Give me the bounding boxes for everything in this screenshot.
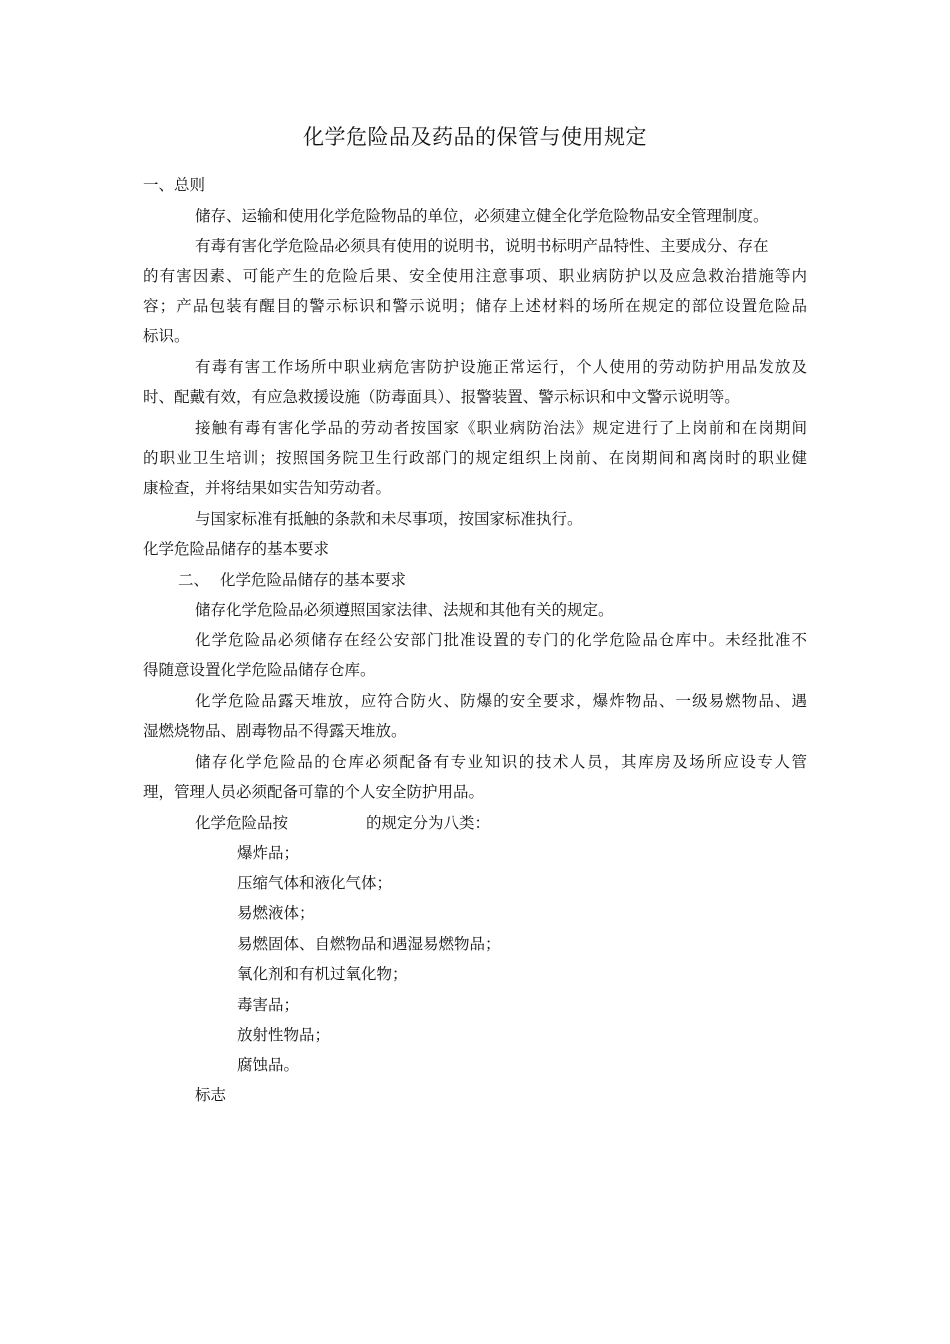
classification-intro-start: 化学危险品按: [195, 814, 289, 832]
paragraph-line: 标识。: [143, 327, 190, 345]
category-item: 腐蚀品。: [237, 1056, 300, 1074]
paragraph-line: 时、配戴有效，有应急救援设施（防毒面具）、报警装置、警示标识和中文警示说明等。: [143, 388, 740, 406]
paragraph-line: 接触有毒有害化学品的劳动者按国家《职业病防治法》规定进行了上岗前和在岗期间: [195, 419, 807, 437]
paragraph-line: 的职业卫生培训；按照国务院卫生行政部门的规定组织上岗前、在岗期间和离岗时的职业健: [143, 449, 807, 467]
paragraph-line: 理，管理人员必须配备可靠的个人安全防护用品。: [143, 783, 485, 801]
paragraph-line: 得随意设置化学危险品储存仓库。: [143, 661, 376, 679]
paragraph-line: 储存化学危险品必须遵照国家法律、法规和其他有关的规定。: [195, 601, 614, 619]
category-item: 氧化剂和有机过氧化物；: [237, 965, 408, 983]
category-item: 放射性物品；: [237, 1026, 331, 1044]
paragraph-line: 与国家标准有抵触的条款和未尽事项，按国家标准执行。: [195, 510, 583, 528]
category-item: 易燃固体、自燃物品和遇湿易燃物品；: [237, 935, 501, 953]
paragraph-line: 的有害因素、可能产生的危险后果、安全使用注意事项、职业病防护以及应急救治措施等内: [143, 267, 807, 285]
subtitle: 化学危险品储存的基本要求: [143, 540, 330, 558]
paragraph-line: 储存、运输和使用化学危险物品的单位，必须建立健全化学危险物品安全管理制度。: [195, 207, 769, 225]
category-item: 爆炸品；: [237, 844, 300, 862]
paragraph-line: 储存化学危险品的仓库必须配备有专业知识的技术人员，其库房及场所应设专人管: [195, 753, 807, 771]
section-heading-general: 一、总则: [143, 176, 206, 194]
paragraph-line: 有毒有害工作场所中职业病危害防护设施正常运行，个人使用的劳动防护用品发放及: [195, 358, 807, 376]
paragraph-line: 标志: [195, 1086, 227, 1104]
paragraph-line: 湿燃烧物品、剧毒物品不得露天堆放。: [143, 722, 407, 740]
category-item: 毒害品；: [237, 996, 300, 1014]
classification-intro-end: 的规定分为八类：: [366, 814, 491, 832]
section-number: 二、: [178, 571, 210, 589]
section-heading-storage: 化学危险品储存的基本要求: [220, 571, 407, 589]
classification-intro: [195, 813, 490, 833]
paragraph-line: 有毒有害化学危险品必须具有使用的说明书，说明书标明产品特性、主要成分、存在: [195, 237, 769, 255]
category-item: 压缩气体和液化气体；: [237, 874, 393, 892]
paragraph-line: 化学危险品必须储存在经公安部门批准设置的专门的化学危险品仓库中。未经批准不: [195, 631, 807, 649]
paragraph-line: 容；产品包装有醒目的警示标识和警示说明；储存上述材料的场所在规定的部位设置危险品: [143, 297, 807, 315]
paragraph-line: 化学危险品露天堆放，应符合防火、防爆的安全要求，爆炸物品、一级易燃物品、遇: [195, 692, 807, 710]
paragraph-line: 康检查，并将结果如实告知劳动者。: [143, 479, 392, 497]
document-title: 化学危险品及药品的保管与使用规定: [303, 125, 647, 149]
category-item: 易燃液体；: [237, 904, 315, 922]
